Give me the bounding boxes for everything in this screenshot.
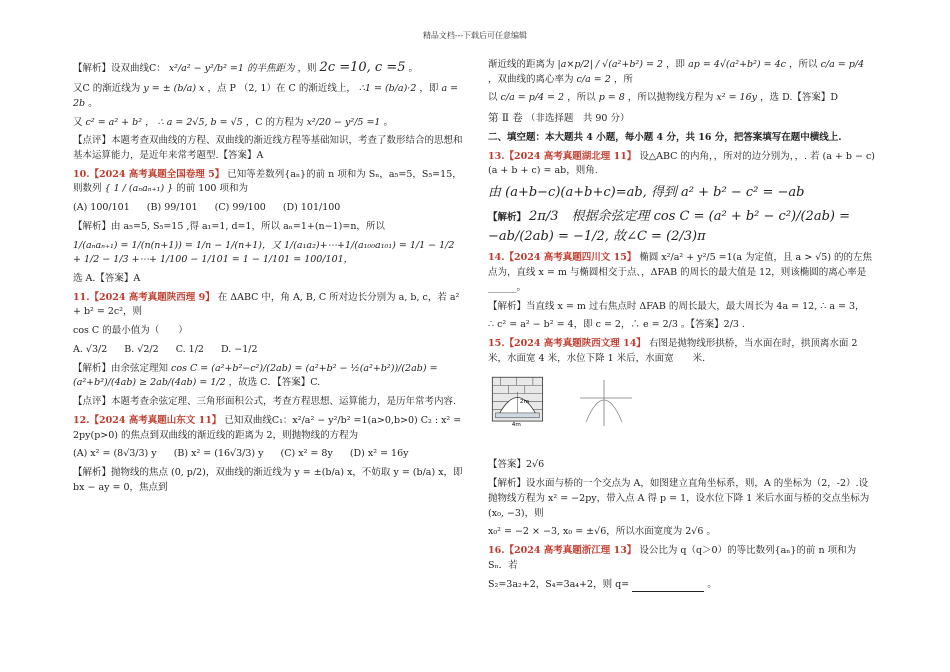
q12-solution: 【解析】抛物线的焦点 (0, p/2)，双曲线的渐近线为 y = ±(b/a) x，不妨取 y = (b/a) x，即 bx − ay = 0，焦点到 (73, 466, 463, 493)
equation: x² = 16y (716, 92, 758, 104)
q14-question (488, 251, 876, 295)
text: 。 (88, 97, 98, 109)
text: 已知双曲线C₁：x²/a² − y²/b² =1(a>0,b>0) C₂ : x² = 2py(p>0) 的焦点到双曲线的渐近线的距离为 2，则抛物线的方程为 (73, 414, 462, 441)
text: 以 (488, 92, 498, 104)
option-c: C. 1/2 (175, 343, 204, 355)
q9-solution-line2 (73, 82, 463, 111)
answer-blank[interactable] (632, 582, 704, 592)
text: ，所以抛物线方程为 (627, 92, 714, 104)
equation: { 1 / (aₙaₙ₊₁) } (104, 183, 174, 195)
q16-question (488, 544, 876, 573)
right-column (488, 58, 876, 596)
text: ，选 D.【答案】D (760, 92, 838, 104)
q14-solution-1: 【解析】当直线 x = m 过右焦点时 ΔFAB 的周长最大，最大周长为 4a = 12, ∴ a = 3， (488, 300, 865, 312)
question-tag: 10.【2024 高考真题全国卷理 5】 (73, 168, 225, 180)
text: ，所以 (567, 92, 596, 104)
section-subtitle: （非选择题 共 90 分） (525, 113, 630, 125)
text: ，故选 C．【答案】C. (228, 377, 321, 389)
q10-solution-2: 1/(aₙaₙ₊₁) = 1/(n(n+1)) = 1/n − 1/(n+1)，又 1/(a₁a₂)+⋯+1/(a₁₀₀a₁₀₁) = 1/1 − 1/2 + 1/2 − 1/3 +⋯+ 1/100 − 1/101 = 1 − 1/101 = 100/101， (73, 239, 455, 266)
equation: x²/a² − y²/b² =1 的半焦距为 (168, 63, 295, 74)
q9-solution-line3 (73, 116, 463, 131)
text: ，所以 (789, 59, 818, 70)
page-header: 精品文档---下载后可任意编辑 (422, 31, 528, 40)
text: 椭圆 x²/a² + y²/5 =1(a 为定值，且 a > √5) 的的左焦点为，直线 x = m 与椭圆相交于点、，ΔFAB 的周长的最大值是 12，则该椭圆的离心率是______。 (488, 252, 873, 293)
q14-solution-2: ∴ c² = a² − b² = 4，即 c = 2，∴ e = 2/3 。【答案】2/3 . (488, 319, 746, 331)
q12-solution-cont-1 (488, 58, 876, 87)
equation: c/a = p/4 = 2 (500, 92, 565, 104)
q12-solution-cont-2 (488, 91, 876, 106)
q15-solution-2: x₀² = −2 × −3, x₀ = ±√6，所以水面宽度为 2√6 。 (488, 526, 716, 538)
equation: a = 2b (73, 83, 459, 109)
text: S₂=3a₂+2，S₄=3a₄+2，则 q= (488, 578, 630, 590)
q10-answer: 选 A.【答案】A (73, 273, 141, 285)
question-tag: 15.【2024 高考真题陕西文理 14】 (488, 338, 646, 350)
text: 。 (383, 116, 394, 128)
q15-solution-1: 【解析】设水面与桥的一个交点为 A，如图建立直角坐标系，则，A 的坐标为（2，-2）.设抛物线方程为 x² = −2py，带入点 A 得 p = 1，设水位下降 1 米后水面与桥的交点坐标为 (x₀, −3)，则 (488, 478, 870, 519)
text: ，所 (613, 73, 633, 85)
equation: 2c =10, c =5 (319, 60, 406, 75)
coordinate-axes-icon (576, 378, 636, 428)
question-tag: 16.【2024 高考真题浙江理 13】 (488, 545, 637, 557)
text: ， (145, 116, 155, 128)
question-tag: 13.【2024 高考真题湖北理 11】 (488, 150, 637, 162)
option-b: (B) 99/101 (146, 202, 198, 214)
equation: y = ± (b/a) x (143, 83, 205, 95)
q13-solution-2 (488, 207, 876, 247)
text: 【解析】由余弦定理知 (73, 362, 169, 374)
q13-solution-1: 由 (a+b−c)(a+b+c)=ab, 得到 a² + b² − c² = −ab (488, 185, 805, 201)
q9-solution-line1 (73, 58, 463, 78)
label-4m: 4m (511, 422, 521, 429)
equation: cos C = (a²+b²−c²)/(2ab) = (a²+b² − ½(a²+b²))/(2ab) = (a²+b²)/(4ab) ≥ 2ab/(4ab) = 1/2 (73, 362, 438, 389)
q11-solution (73, 362, 463, 391)
q12-options (73, 447, 463, 462)
option-d: (D) 101/100 (282, 202, 341, 214)
option-c: (C) x² = 8y (280, 448, 333, 460)
text: ，双曲线的离心率为 (488, 73, 574, 85)
text: 已知等差数列{aₙ}的前 n 项和为 Sₙ，a₅=5，S₅=15，则数列 (73, 168, 462, 195)
option-b: B. √2/2 (124, 343, 159, 355)
q11-question (73, 291, 463, 320)
equation: c/a = 2 (576, 73, 611, 85)
option-a: (A) x² = (8√3/3) y (73, 448, 157, 460)
text: ，点 P （2, 1）在 C 的渐近线上， (207, 83, 356, 95)
text: 。 (707, 578, 717, 590)
q15-question (488, 337, 876, 366)
section-2-heading (488, 110, 876, 127)
equation: p = 8 (598, 92, 625, 104)
option-c: (C) 99/100 (214, 202, 266, 214)
text: 渐近线的距离为 (488, 59, 555, 70)
text: ，则 (297, 63, 317, 74)
q10-question (73, 168, 463, 197)
fill-in-instructions: 二、填空题：本大题共 4 小题，每小题 4 分，共 16 分，把答案填写在题中横线上. (488, 131, 842, 143)
q11-question-2: cos C 的最小值为（ ） (73, 325, 188, 337)
q16-question-2 (488, 578, 876, 593)
equation: x²/20 − y²/5 =1 (306, 116, 381, 128)
q15-figure-row (488, 370, 876, 458)
option-a: A. √3/2 (73, 343, 108, 355)
question-tag: 11.【2024 高考真题陕西理 9】 (73, 291, 215, 303)
text: ，即 (666, 59, 686, 70)
option-b: (B) x² = (16√3/3) y (173, 448, 264, 460)
equation: 2π/3 根据余弦定理 cos C = (a² + b² − c²)/(2ab) = −ab/(2ab) = −1/2, 故∠C = (2/3)π (488, 209, 850, 245)
q9-comment: 【点评】本题考查双曲线的方程、双曲线的渐近线方程等基础知识，考查了数形结合的思想和基本运算能力，是近年来常考题型.【答案】A (73, 135, 463, 162)
question-tag: 12.【2024 高考真题山东文 11】 (73, 414, 222, 426)
left-column (73, 58, 463, 499)
equation: ∴1 = (b/a)·2 (358, 83, 417, 95)
q13-question (488, 150, 876, 179)
option-a: (A) 100/101 (73, 202, 130, 214)
q10-solution-1: 【解析】由 a₅=5, S₅=15 ,得 a₁=1, d=1，所以 aₙ=1+(n−1)=n，所以 (73, 220, 385, 232)
q15-answer: 【答案】2√6 (488, 459, 545, 471)
text: 设公比为 q（q＞0）的等比数列{aₙ}的前 n 项和为 Sₙ．若 (488, 545, 857, 571)
text: 【解析】 (488, 212, 527, 224)
question-tag: 14.【2024 高考真题四川文 15】 (488, 252, 637, 264)
equation: c/a = p/4 (820, 59, 865, 70)
q11-comment: 【点评】本题考查余弦定理、三角形面积公式，考查方程思想、运算能力，是历年常考内容. (73, 396, 457, 408)
option-d: D. −1/2 (220, 343, 258, 355)
equation: |a×p/2| / √(a²+b²) = 2 (557, 59, 663, 70)
text: 在 ΔABC 中，角 A, B, C 所对边长分别为 a, b, c，若 a² + b² = 2c²，则 (73, 291, 460, 318)
text: ，即 (419, 83, 439, 95)
text: ，C 的方程为 (245, 116, 304, 128)
label-2m: 2m (519, 399, 530, 406)
q12-question (73, 414, 463, 443)
option-d: (D) x² = 16y (349, 448, 409, 460)
q11-options (73, 343, 463, 358)
equation: ap = 4√(a²+b²) = 4c (688, 59, 787, 70)
text: 又C 的渐近线为 (73, 83, 141, 95)
text: 又 (73, 116, 83, 128)
text: 【解析】设双曲线C： (73, 63, 166, 74)
text: 的前 100 项和为 (176, 183, 248, 195)
q10-options (73, 201, 463, 216)
equation: c² = a² + b² (85, 116, 143, 128)
text: 。 (408, 63, 419, 74)
section-title: 第 Ⅱ 卷 (488, 112, 523, 125)
text: 设△ABC 的内角，，所对的边分别为，，. 若 (a + b − c)(a + b + c) = ab，则角. (488, 150, 875, 177)
equation: ∴ a = 2√5, b = √5 (157, 116, 243, 128)
text: 右图是抛物线形拱桥，当水面在时，拱顶离水面 2 米，水面宽 4 米，水位下降 1 米后，水面宽 米. (488, 338, 858, 364)
